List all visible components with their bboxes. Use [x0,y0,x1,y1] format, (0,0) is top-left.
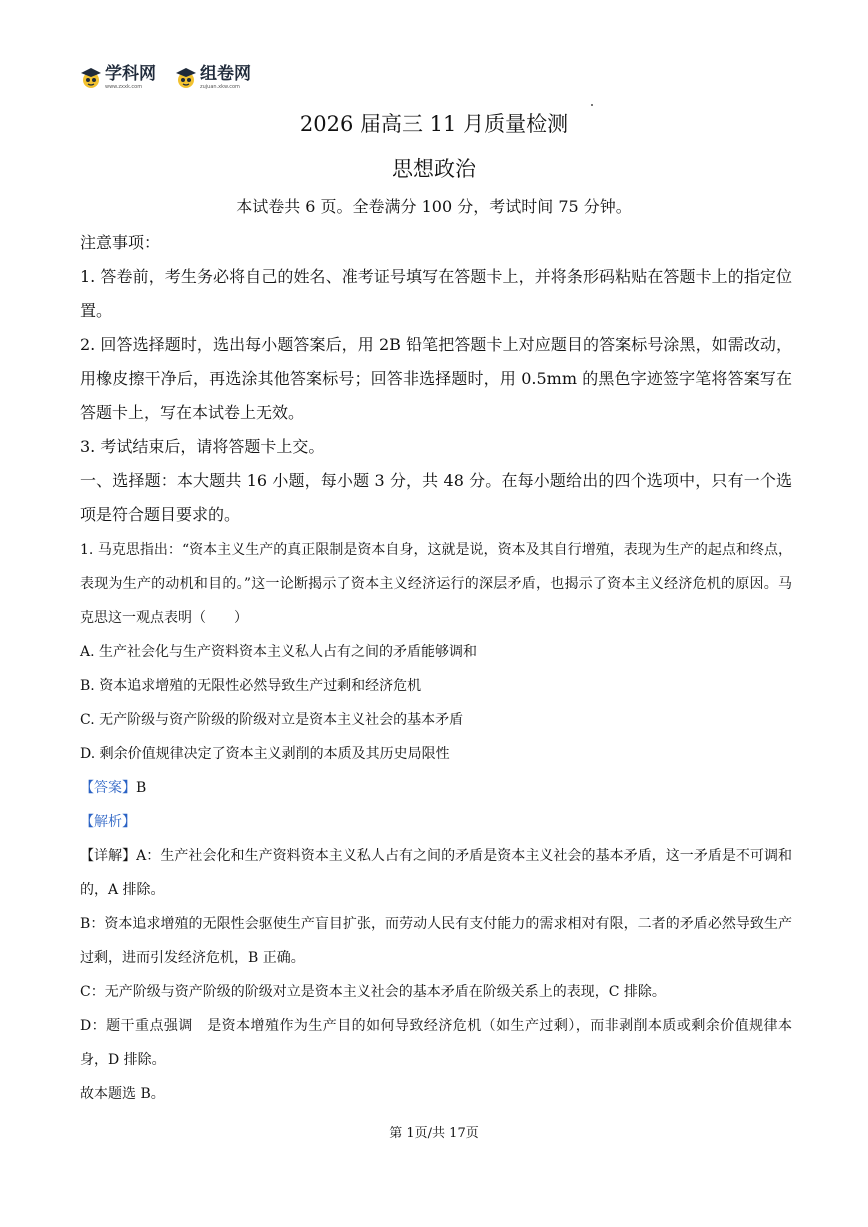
logo-zujuan-name: 组卷网 [200,64,251,84]
answer-line [80,771,792,805]
notice-heading: 注意事项： [80,233,161,252]
option-d: D. 剩余价值规律决定了资本主义剥削的本质及其历史局限性 [80,746,450,762]
subject-title: 思想政治 [392,157,476,181]
explanation-d: D：题干重点强调 是资本增殖作为生产目的如何导致经济危机（如生产过剩），而非剥削本质或剩余价值规律本身，D 排除。 [80,1018,792,1068]
graduate-cap-logo-icon [175,67,197,89]
answer-label: 【答案】 [80,780,136,796]
option-c: C. 无产阶级与资产阶级的阶级对立是资本主义社会的基本矛盾 [80,712,464,728]
page-number: 第 1页/共 17页 [389,1126,479,1141]
logo-zxxk-url: www.zxxk.com [105,84,143,90]
section-heading: 一、选择题：本大题共 16 小题，每小题 3 分，共 48 分。在每小题给出的四个选项中，只有一个选项是符合题目要求的。 [80,471,792,524]
graduate-cap-logo-icon [80,67,102,89]
explanation-b: B：资本追求增殖的无限性会驱使生产盲目扩张，而劳动人民有支付能力的需求相对有限，二者的矛盾必然导致生产过剩，进而引发经济危机，B 正确。 [80,916,792,966]
notice-item-2: 2. 回答选择题时，选出每小题答案后，用 2B 铅笔把答题卡上对应题目的答案标号涂黑，如需改动，用橡皮擦干净后，再选涂其他答案标号；回答非选择题时，用 0.5mm 的黑色字迹签字笔将答案写在答题卡上，写在本试卷上无效。 [80,335,792,422]
explanation-a [80,839,792,907]
explanation-c: C：无产阶级与资产阶级的阶级对立是资本主义社会的基本矛盾在阶级关系上的表现，C 排除。 [80,984,666,1000]
detail-label: 【详解】 [80,848,137,864]
option-b: B. 资本追求增殖的无限性必然导致生产过剩和经济危机 [80,678,422,694]
analysis-label: 【解析】 [80,814,136,830]
stray-mark [591,104,593,106]
logo-zxxk [80,66,156,90]
exam-title: 2026 届高三 11 月质量检测 [299,112,569,136]
logo-zxxk-name: 学科网 [105,64,156,84]
exam-info: 本试卷共 6 页。全卷满分 100 分，考试时间 75 分钟。 [236,197,632,216]
notice-item-1: 1. 答卷前，考生务必将自己的姓名、准考证号填写在答题卡上，并将条形码粘贴在答题卡上的指定位置。 [80,267,792,320]
logo-zujuan-url: zujuan.xkw.com [200,84,240,90]
option-a: A. 生产社会化与生产资料资本主义私人占有之间的矛盾能够调和 [80,644,478,660]
conclusion: 故本题选 B。 [80,1086,165,1102]
answer-value: B [136,780,147,796]
logo-zujuan [175,66,251,90]
explanation-a-text: A：生产社会化和生产资料资本主义私人占有之间的矛盾是资本主义社会的基本矛盾，这一矛盾是不可调和的，A 排除。 [80,848,793,898]
question-stem: 1. 马克思指出：“资本主义生产的真正限制是资本自身，这就是说，资本及其自行增殖，表现为生产的起点和终点，表现为生产的动机和目的。”这一论断揭示了资本主义经济运行的深层矛盾，也揭示了资本主义经济危机的原因。马克思这一观点表明（ ） [80,542,792,626]
notice-item-3: 3. 考试结束后，请将答题卡上交。 [80,437,325,456]
